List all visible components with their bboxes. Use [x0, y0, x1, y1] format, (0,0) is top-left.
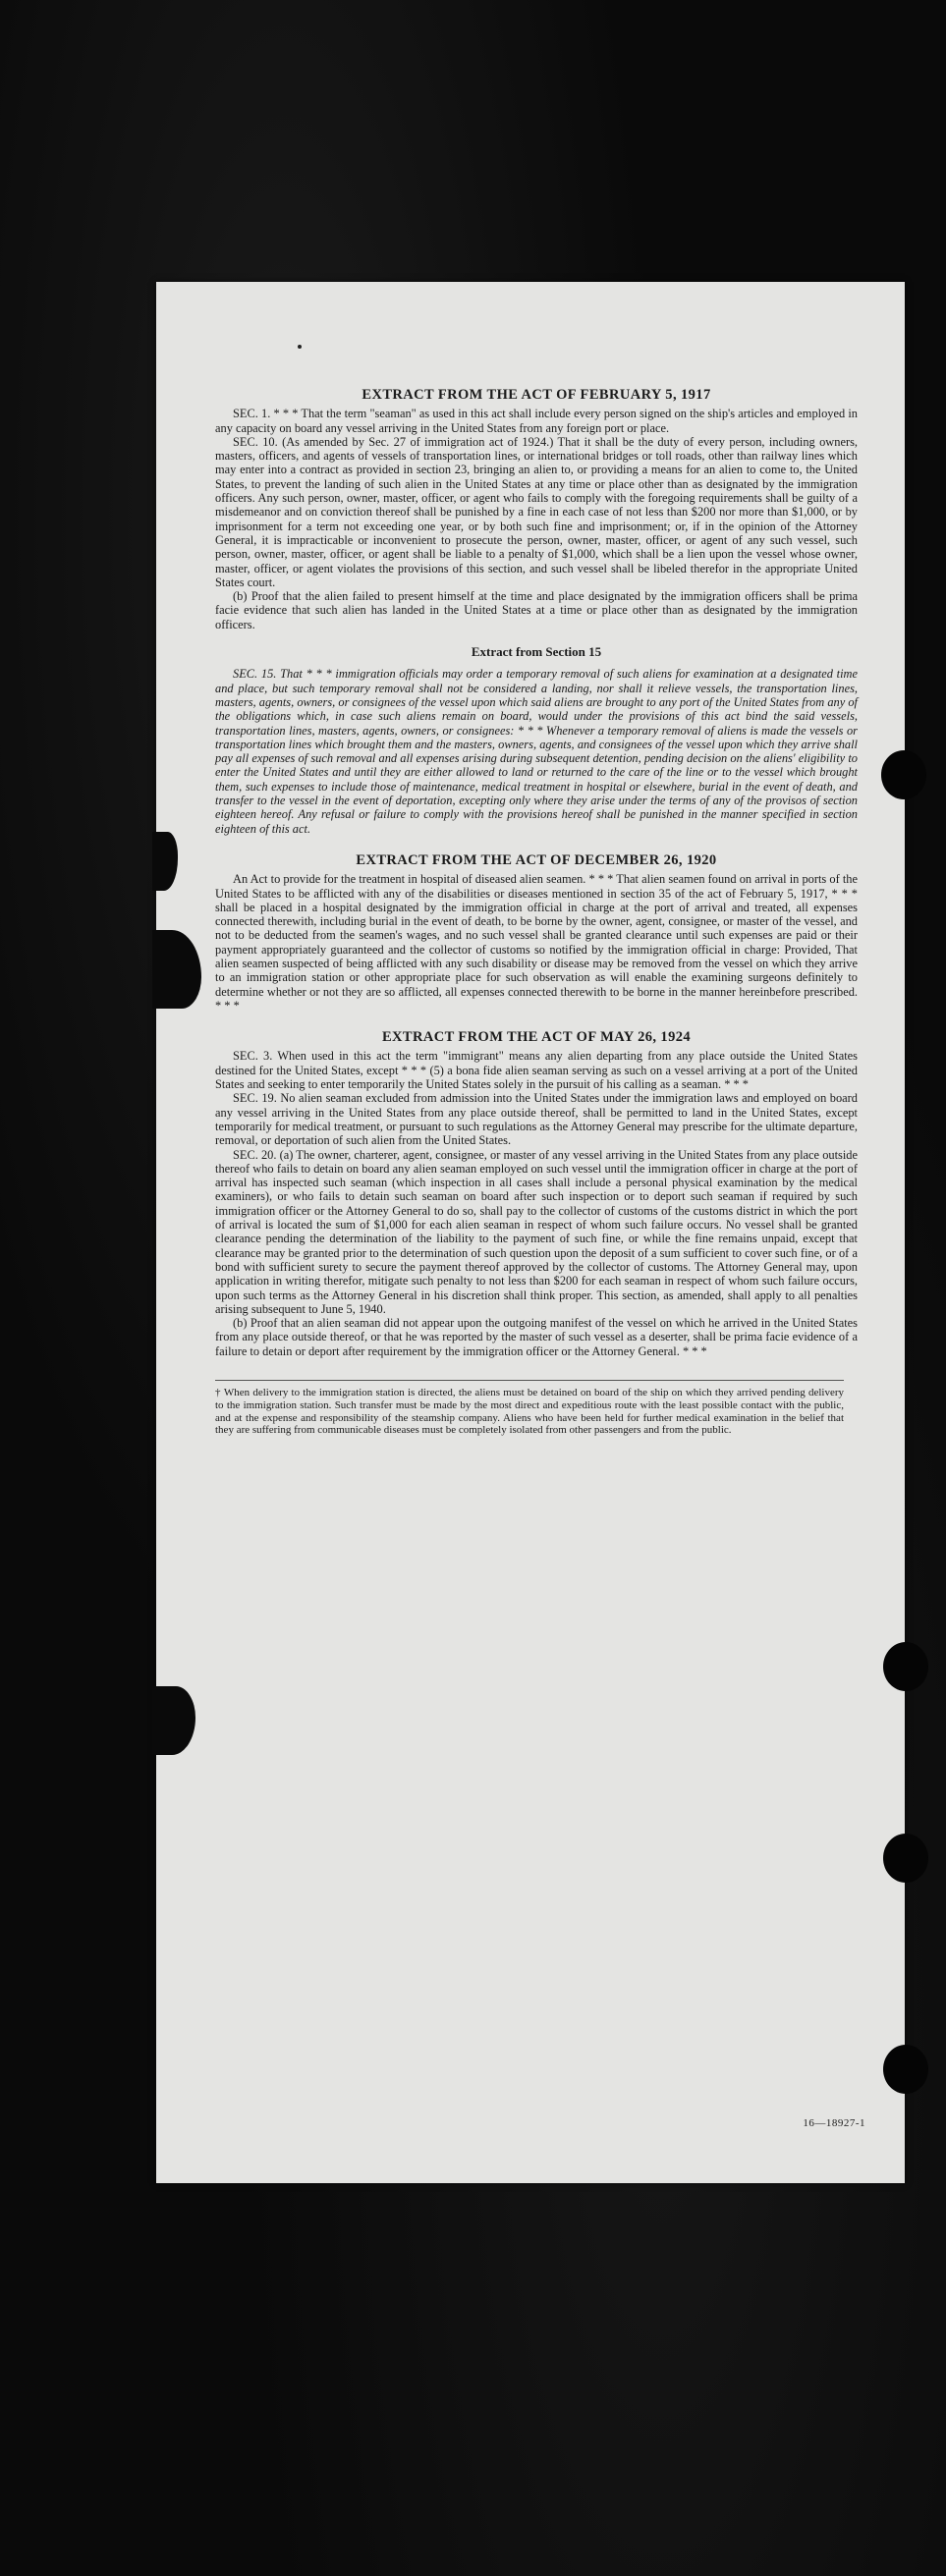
section-19-paragraph: SEC. 19. No alien seaman excluded from admission into the United States under the immigration laws and employed on board any vessel arriving in the United States from any place outside thereof, shall be permitted to land in the United States, except temporarily for medical treatment, or pursuant to such regulations as the Attorney General may prescribe for the ultimate departure, removal, or deportation of such alien from the United States.: [215, 1091, 858, 1148]
section-10b-paragraph: (b) Proof that the alien failed to present himself at the time and place designated by the immigration officers shall be prima facie evidence that such alien has landed in the United States at a time or place other than as designated by the immigration officers.: [215, 589, 858, 631]
punch-hole: [883, 1642, 928, 1691]
document-body: [215, 388, 858, 1437]
punch-hole: [881, 750, 926, 799]
torn-edge: [152, 930, 201, 1009]
subheading-section-15: Extract from Section 15: [471, 644, 602, 660]
section-1-paragraph: SEC. 1. * * * That the term "seaman" as used in this act shall include every person signed on the ship's articles and employed in any capacity on board any vessel arriving in the United States from any foreign port or place.: [215, 407, 858, 435]
section-20b-paragraph: (b) Proof that an alien seaman did not appear upon the outgoing manifest of the vessel on which he arrived in the United States from any place outside thereof, or that he was reported by the master of such vessel as a deserter, shall be prima facie evidence of a failure to detain or deport after requirement by the immigration officer or the Attorney General. * * *: [215, 1316, 858, 1358]
heading-act-1920: EXTRACT FROM THE ACT OF DECEMBER 26, 1920: [356, 851, 717, 868]
torn-edge: [152, 832, 178, 891]
punch-hole: [883, 1834, 928, 1883]
section-10-paragraph: SEC. 10. (As amended by Sec. 27 of immigration act of 1924.) That it shall be the duty of every person, including owners, masters, officers, and agents of vessels of transportation lines, or international bridges or toll roads, other than railway lines which may enter into a contract as provided in section 23, bringing an alien to, or providing a means for an alien to come to, the United States, to prevent the landing of such alien in the United States at any time or place other than as designated by the immigration officers. Any such person, owner, master, officer, or agent who fails to comply with the foregoing requirements shall be guilty of a misdemeanor and on conviction thereof shall be punished by a fine in each case of not less than $200 nor more than $1,000, or by imprisonment for a term not exceeding one year, or by both such fine and imprisonment; or, if in the opinion of the Attorney General, it is impracticable or inconvenient to prosecute the person, owner, master, officer, or agent of any such vessel, such person, owner, master, officer, or agent shall be liable to a penalty of $1,000, which shall be a lien upon the vessel whose owner, master, officer, or agent violates the provisions of this section, and such vessel shall be libeled therefor in the appropriate United States court.: [215, 434, 858, 589]
section-3-paragraph: SEC. 3. When used in this act the term "immigrant" means any alien departing from any place outside the United States destined for the United States, except * * * (5) a bona fide alien seaman serving as such on a vessel arriving at a port of the United States and seeking to enter temporarily the United States solely in the pursuit of his calling as a seaman. * * *: [215, 1049, 858, 1092]
heading-act-1924: EXTRACT FROM THE ACT OF MAY 26, 1924: [381, 1029, 692, 1046]
section-20a-paragraph: SEC. 20. (a) The owner, charterer, agent, consignee, or master of any vessel arriving in the United States from any place outside thereof who fails to detain on board any alien seaman employed on such vessel until the immigration officer in charge at the port of arrival has inspected such seaman (which inspection in all cases shall include a personal physical examination by the medical examiners), or who fails to detain such seaman on board after such inspection or to deport such seaman if required by such immigration officer or the Attorney General to do so, shall pay to the collector of customs of the customs district in which the port of arrival is located the sum of $1,000 for each alien seaman in respect of whom such failure occurs. No vessel shall be granted clearance pending the determination of the liability to the payment of such fine, or while the fine remains unpaid, except that clearance may be granted prior to the determination of such question upon the deposit of a sum sufficient to cover such fine, or of a bond with sufficient surety to secure the payment thereof approved by the collector of customs. The Attorney General may, upon application in writing therefor, mitigate such penalty to not less than $200 for each seaman in respect of whom such failure occurs, upon such terms as the Attorney General in his discretion shall think proper. This section, as amended, shall apply to all penalties arising subsequent to June 5, 1940.: [215, 1147, 858, 1316]
act-1920-paragraph: An Act to provide for the treatment in hospital of diseased alien seamen. * * * That alien seamen found on arrival in ports of the United States to be afflicted with any of the disabilities or diseases mentioned in section 35 of the act of February 5, 1917, * * * shall be placed in a hospital designated by the immigration official in charge at the port of arrival and treated, all expenses connected therewith, including burial in the event of death, to be borne by the owner, agent, consignee, or master of the vessel, and not to be deducted from the seamen's wages, and no such vessel shall be granted clearance until such expenses are paid or their payment appropriately guaranteed and the collector of customs so notified by the immigration official in charge: Provided, That alien seamen suspected of being afflicted with any such disability or disease may be removed from the vessel on which they arrive to an immigration station or other appropriate place for such observation as will enable the examining surgeons definitely to determine whether or not they are so afflicted, all expenses connected therewith to be borne in the manner hereinbefore prescribed. * * *: [215, 872, 858, 1013]
document-page: [156, 282, 905, 2183]
torn-edge: [152, 1686, 195, 1755]
form-number: 16—18927-1: [803, 2117, 865, 2129]
heading-act-1917: EXTRACT FROM THE ACT OF FEBRUARY 5, 1917: [362, 387, 711, 403]
footnote: † When delivery to the immigration station is directed, the aliens must be detained on board of the ship on which they arrived pending delivery to the immigration station. Such transfer must be made by the most direct and expeditious route with the least possible contact with the public, and at the expense and responsibility of the steamship company. Aliens who have been held for further medical examination in the belief that they are suffering from communicable diseases must be completely isolated from other passengers and from the public.: [215, 1380, 844, 1437]
stray-mark: [298, 345, 302, 349]
punch-hole: [883, 2045, 928, 2094]
section-15-paragraph: SEC. 15. That * * * immigration officials may order a temporary removal of such aliens for examination at a designated time and place, but such temporary removal shall not be considered a landing, nor shall it relieve vessels, the transportation lines, masters, agents, owners, or consignees of the vessel upon which said aliens are brought to any port of the United States from any of the obligations which, in case such aliens remain on board, would under the provisions of this act bind the said vessels, transportation lines, masters, agents, owners, or consignees: * * * Whenever a temporary removal of aliens is made the vessels or transportation lines which brought them and the masters, owners, agents, and consignees of the vessel upon which they arrive shall pay all expenses of such removal and all expenses arising during subsequent detention, pending decision on the aliens' eligibility to enter the United States and until they are either allowed to land or returned to the care of the line or to the vessel which brought them, such expenses to include those of maintenance, medical treatment in hospital or elsewhere, burial in the event of death, and transfer to the vessel in the event of deportation, excepting only where they arise under the terms of any of the provisos of section eighteen hereof. Any refusal or failure to comply with the provisions hereof shall be punished in the manner specified in section eighteen of this act.: [215, 667, 858, 836]
